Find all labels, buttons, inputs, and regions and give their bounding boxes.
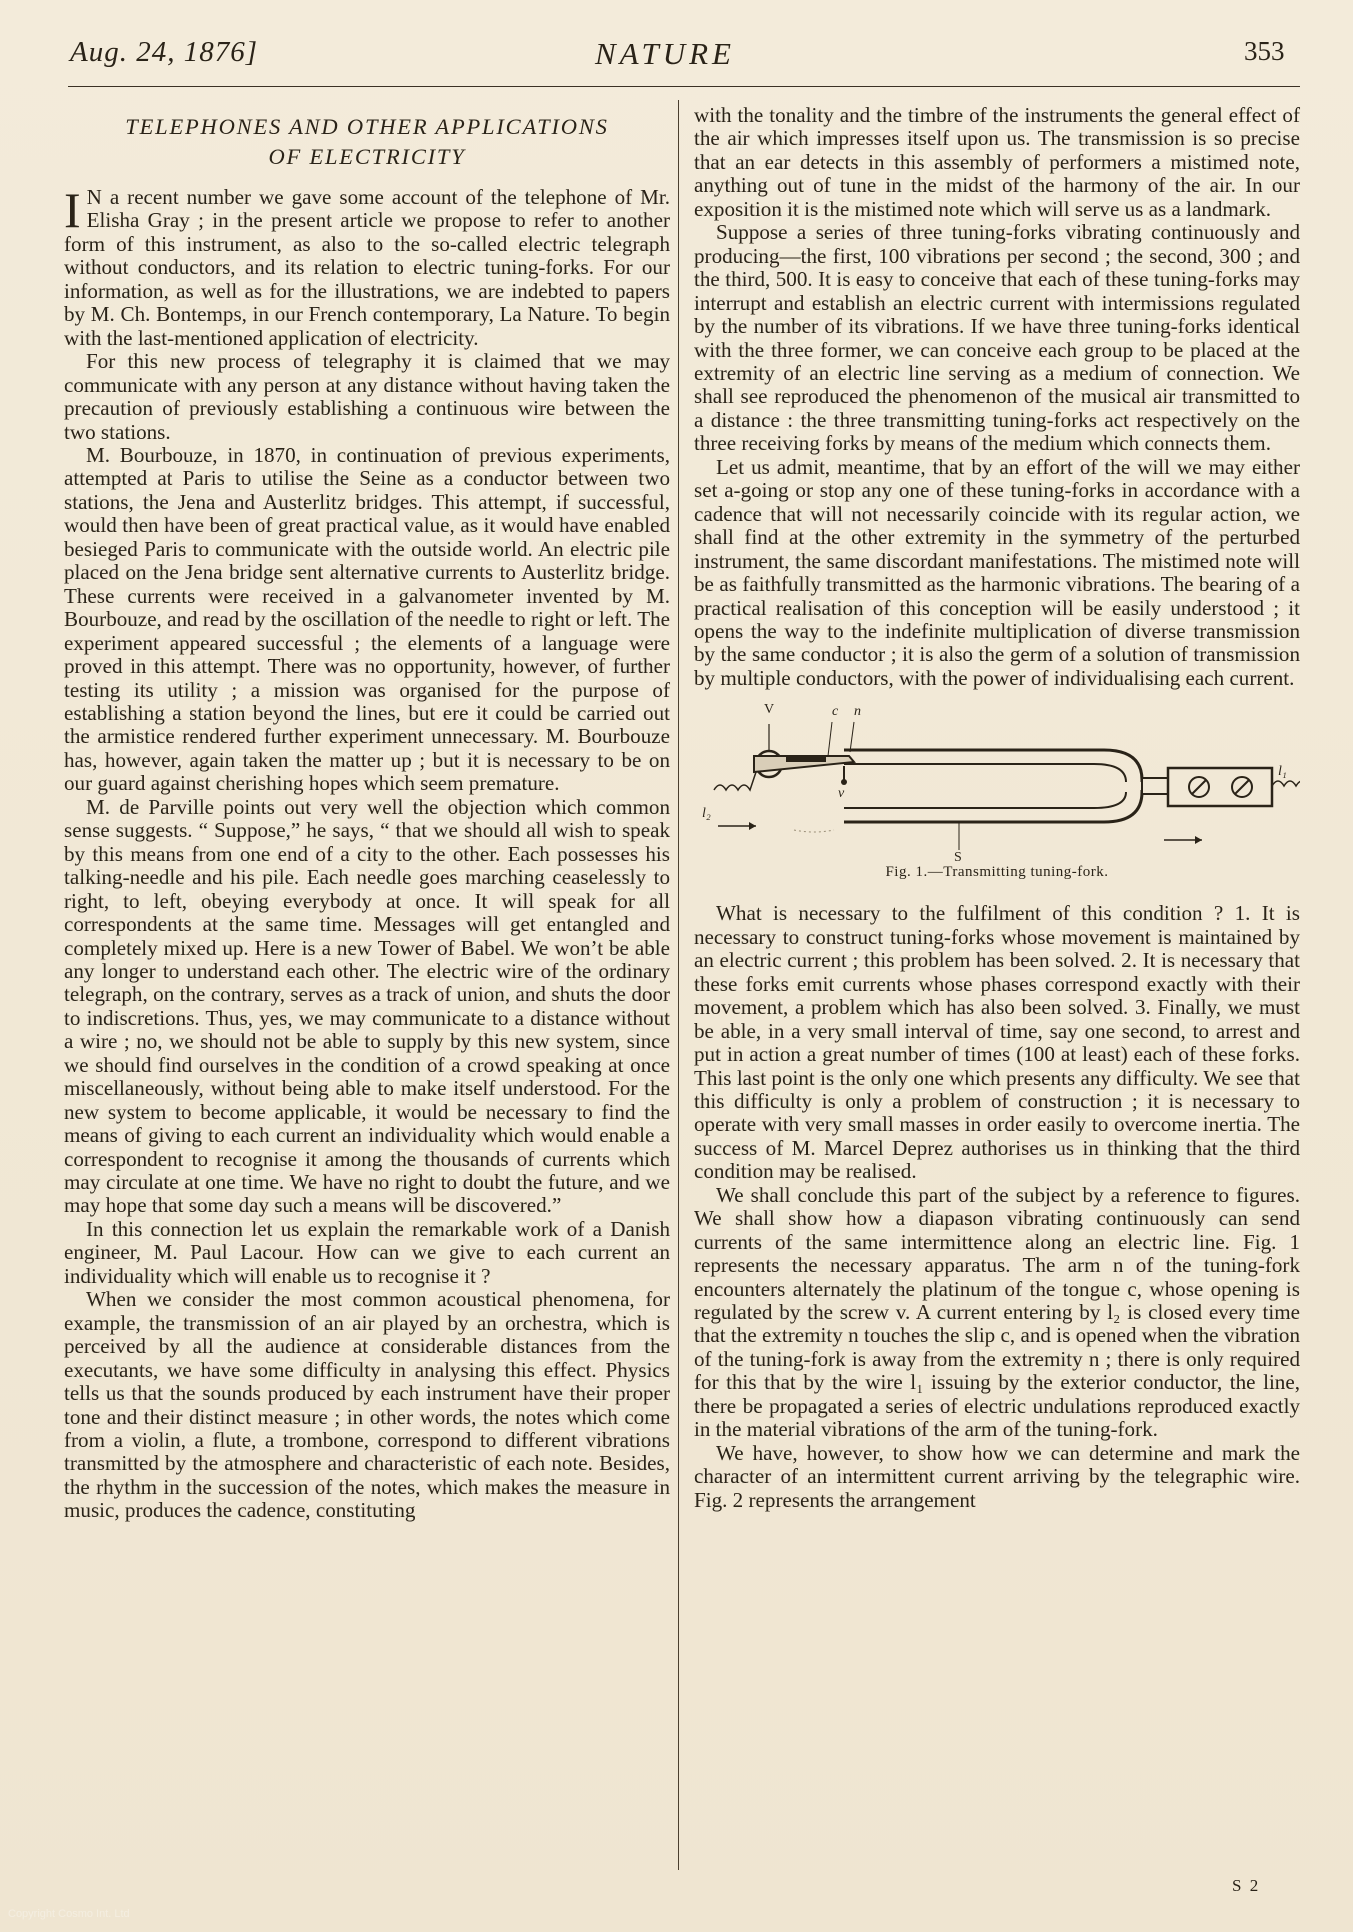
paragraph: We have, however, to show how we can determine and mark the character of an intermittent current arriving by the telegraphic wire. Fig. 2 represents the arrangement [694,1440,1300,1512]
drop-cap: I [64,182,81,238]
label-v: V [764,702,775,718]
label-v-small: v [838,786,845,802]
paragraph: Suppose a series of three tuning-forks vibrating continuously and producing—the first, 100 vibrations per second ; the second, 300 ; and the third, 500. It is easy to conceive that each of these tuning-forks may interrupt and establish an electric current with intermissions regulated by the number of its vibrations. If we have three tuning-forks identical with the three former, we can conceive each group to be placed at the extremity of an electric line serving as a medium of connection. We shall see reproduced the phenomenon of the musical air transmitted to a distance : the three transmitting tuning-forks act respectively on the three receiving forks by means of the medium which connects them. [694,220,1300,456]
paragraph: What is necessary to the fulfilment of this condition ? 1. It is necessary to construct tuning-forks whose movement is maintained by an electric current ; this problem has been solved. 2. It is necessary that these forks emit currents whose phases correspond exactly with their movement, a problem which has also been solved. 3. Finally, we must be able, in a very small interval of time, say one second, to arrest and put in action a great number of times (100 at least) each of these forks. This last point is the only one which presents any difficulty. We see that this difficulty is only a problem of construction ; it is necessary to operate with very small masses in order easily to overcome inertia. The success of M. Marcel Deprez authorises us in thinking that the third condition may be realised. [694,901,1300,1184]
article-heading [64,112,670,172]
paragraph: Let us admit, meantime, that by an effort of the will we may either set a-going or stop any one of these tuning-forks in accordance with a cadence that will not necessarily coincide with its regular action, we shall find at the other extremity in the symmetry of the perturbed instrument, the same discordant manifestations. The mistimed note will be as faithfully transmitted as the harmonic vibrations. The bearing of a practical realisation of this conception will be easily understood ; it opens the way to the indefinite multiplication of diverse transmission by the same conductor ; it is also the germ of a solution of transmission by multiple conductors, with the power of individualising each current. [694,454,1300,690]
label-n: n [854,704,861,720]
signature-mark: S 2 [1232,1876,1261,1895]
header-date: Aug. 24, 1876] [70,36,258,68]
paragraph: M. Bourbouze, in 1870, in continuation of previous experiments, attempted at Paris to utilise the Seine as a conductor between two stations, the Jena and Austerlitz bridges. This attempt, if successful, would then have been of great practical value, as it would have enabled besieged Paris to communicate with the outside world. An electric pile placed on the Jena bridge sent alternative currents to Austerlitz bridge. These currents were received in a galvanometer invented by M. Bourbouze, and read by the oscillation of the needle to right or left. The experiment appeared successful ; the elements of a language were proved in this attempt. There was no opportunity, however, of further testing its utility ; a mission was organised for the purpose of establishing a station beyond the lines, but ere it could be carried out the armistice rendered further experiment unnecessary. M. Bourbouze has, however, again taken the matter up ; but it is necessary to be on our guard against cherishing hopes which seem premature. [64,442,670,796]
label-l2: l₂ [702,806,711,822]
label-c: c [832,704,839,720]
paragraph: In this connection let us explain the remarkable work of a Danish engineer, M. Paul Lacour. How can we give to each current an individuality which will enable us to recognise it ? [64,1216,670,1288]
paragraph: M. de Parville points out very well the objection which common sense suggests. “ Suppose,” he says, “ that we should all wish to speak by this means from one end of a city to the other. Each possesses his talking-needle and his pile. Each needle goes marching ceaselessly to right, to left, obeying everybody at once. It will speak for all correspondents at the same time. Messages will get entangled and completely mixed up. Here is a new Tower of Babel. We won’t be able any longer to understand each other. The electric wire of the ordinary telegraph, on the contrary, serves as a track of union, and shuts the door to indiscretions. Thus, yes, we may communicate to a distance without a wire ; no, we should not be able to supply by this new system, since we should find ourselves in the condition of a crowd speaking at once miscellaneously, without being able to make itself understood. For the new system to become applicable, it would be necessary to find the means of giving to each current an individuality which would enable a correspondent to recognise it among the thousands of currents which may circulate at one time. We have no right to doubt the future, and we may hope that some day such a means will be discovered.” [64,794,670,1218]
tuning-fork-diagram [694,702,1300,862]
figure-tuning-fork [694,702,1300,888]
left-column [64,106,670,1523]
paragraph: I N a recent number we gave some account of the telephone of Mr. Elisha Gray ; in the present article we propose to refer to another form of this instrument, as also to the so-called electric telegraph without conductors, and its relation to electric tuning-forks. For our information, as well as for the illustrations, we are indebted to papers by M. Ch. Bontemps, in our French contemporary, La Nature. To begin with the last-mentioned application of electricity. [64,182,670,350]
paragraph: When we consider the most common acoustical phenomena, for example, the transmission of an air played by an orchestra, which is perceived by all the audience at considerable distances from the executants, we have some difficulty in analysing this effect. Physics tells us that the sounds produced by each instrument have their proper tone and their distinct measure ; in other words, the notes which come from a violin, a flute, a trombone, correspond to different vibrations transmitted by the atmosphere and characteristic of each note. Besides, the rhythm in the succession of the notes, which makes the measure in music, produces the cadence, constituting [64,1287,670,1523]
paragraph: with the tonality and the timbre of the instruments the general effect of the air which impresses itself upon us. The transmission is so precise that an ear detects in this assembly of performers a mistimed note, anything out of tune in the midst of the harmony of the air. In our exposition it is the mistimed note which will serve us as a landmark. [694,103,1300,221]
heading-line-1: TELEPHONES AND OTHER APPLICATIONS [125,114,609,139]
label-l1: l₁ [1278,764,1287,780]
label-s: S [954,850,962,866]
journal-title: NATURE [595,36,735,71]
paragraph: We shall conclude this part of the subject by a reference to figures. We shall show how a diapason vibrating continuously can send currents of the same intermittence along an electric line. Fig. 1 represents the necessary apparatus. The arm n of the tuning-fork encounters alternately the platinum of the tongue c, whose opening is regulated by the screw v. A current entering by l₂ is closed every time that the extremity n touches the slip c, and is opened when the vibration of the tuning-fork is away from the extremity n ; there is only required for this that by the wire l₁ issuing by the exterior conductor, the line, there be propagated a series of electric undulations reproduced exactly in the material vibrations of the arm of the tuning-fork. [694,1182,1300,1442]
page-number: 353 [1244,36,1285,66]
paragraph: For this new process of telegraphy it is claimed that we may communicate with any person at any distance without having taken the precaution of previously establishing a continuous wire between the two stations. [64,349,670,444]
right-column [694,104,1300,1512]
figure-caption: Fig. 1.—Transmitting tuning-fork. [885,864,1109,881]
header-rule [68,86,1300,87]
heading-line-2: OF ELECTRICITY [268,144,466,169]
watermark: Copyright Cosmo Int. Ltd [8,1908,130,1920]
column-divider [678,100,679,1870]
